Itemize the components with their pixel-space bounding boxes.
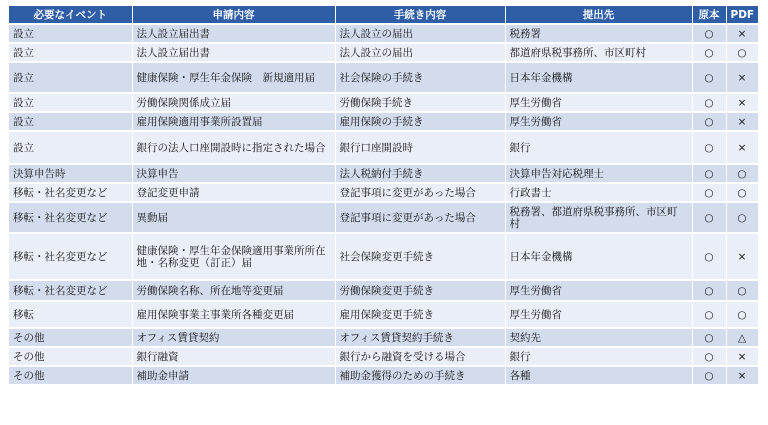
destination-cell: 契約先 — [505, 328, 692, 347]
event-cell: 移転・社名変更など — [9, 183, 132, 202]
original-mark: ○ — [692, 301, 726, 328]
original-mark: ○ — [692, 62, 726, 93]
procedure-cell: 労働保険変更手続き — [335, 280, 505, 301]
pdf-mark: × — [726, 62, 758, 93]
destination-cell: 銀行 — [505, 347, 692, 366]
application-cell: 銀行融資 — [132, 347, 335, 366]
destination-cell: 日本年金機構 — [505, 233, 692, 280]
table-row — [9, 183, 758, 202]
original-mark: ○ — [692, 280, 726, 301]
event-cell: 設立 — [9, 93, 132, 112]
original-mark: ○ — [692, 347, 726, 366]
event-cell: 設立 — [9, 131, 132, 164]
pdf-mark: ○ — [726, 183, 758, 202]
header-procedure: 手続き内容 — [335, 6, 505, 24]
application-cell: オフィス賃貸契約 — [132, 328, 335, 347]
destination-cell: 税務署、都道府県税事務所、市区町村 — [505, 202, 692, 233]
procedure-cell: オフィス賃貸契約手続き — [335, 328, 505, 347]
original-mark: ○ — [692, 24, 726, 43]
procedure-cell: 法人税納付手続き — [335, 164, 505, 183]
procedure-cell: 社会保険変更手続き — [335, 233, 505, 280]
pdf-mark: ○ — [726, 301, 758, 328]
table-row — [9, 62, 758, 93]
application-cell: 法人設立届出書 — [132, 24, 335, 43]
application-cell: 労働保険関係成立届 — [132, 93, 335, 112]
event-cell: その他 — [9, 366, 132, 385]
application-cell: 登記変更申請 — [132, 183, 335, 202]
pdf-mark: ○ — [726, 43, 758, 62]
procedure-cell: 法人設立の届出 — [335, 43, 505, 62]
application-cell: 法人設立届出書 — [132, 43, 335, 62]
original-mark: ○ — [692, 43, 726, 62]
pdf-mark: × — [726, 112, 758, 131]
event-cell: 移転 — [9, 301, 132, 328]
table-row — [9, 112, 758, 131]
procedures-table-container — [9, 6, 758, 386]
application-cell: 銀行の法人口座開設時に指定された場合 — [132, 131, 335, 164]
table-row — [9, 24, 758, 43]
pdf-mark: × — [726, 233, 758, 280]
original-mark: ○ — [692, 164, 726, 183]
application-cell: 異動届 — [132, 202, 335, 233]
procedure-cell: 社会保険の手続き — [335, 62, 505, 93]
original-mark: ○ — [692, 366, 726, 385]
application-cell: 労働保険名称、所在地等変更届 — [132, 280, 335, 301]
procedure-cell: 雇用保険変更手続き — [335, 301, 505, 328]
original-mark: ○ — [692, 112, 726, 131]
destination-cell: 厚生労働省 — [505, 301, 692, 328]
procedure-cell: 補助金獲得のための手続き — [335, 366, 505, 385]
original-mark: ○ — [692, 233, 726, 280]
destination-cell: 日本年金機構 — [505, 62, 692, 93]
destination-cell: 厚生労働省 — [505, 280, 692, 301]
procedure-cell: 法人設立の届出 — [335, 24, 505, 43]
original-mark: ○ — [692, 183, 726, 202]
original-mark: ○ — [692, 202, 726, 233]
procedure-cell: 雇用保険の手続き — [335, 112, 505, 131]
destination-cell: 厚生労働省 — [505, 112, 692, 131]
table-row — [9, 93, 758, 112]
table-row — [9, 164, 758, 183]
procedures-table — [9, 6, 759, 386]
table-header-row — [9, 6, 758, 24]
header-original: 原本 — [692, 6, 726, 24]
event-cell: 移転・社名変更など — [9, 202, 132, 233]
pdf-mark: × — [726, 131, 758, 164]
original-mark: ○ — [692, 328, 726, 347]
header-application: 申請内容 — [132, 6, 335, 24]
table-row — [9, 347, 758, 366]
pdf-mark: △ — [726, 328, 758, 347]
event-cell: その他 — [9, 328, 132, 347]
table-row — [9, 43, 758, 62]
procedure-cell: 銀行口座開設時 — [335, 131, 505, 164]
destination-cell: 行政書士 — [505, 183, 692, 202]
application-cell: 補助金申請 — [132, 366, 335, 385]
pdf-mark: × — [726, 366, 758, 385]
table-row — [9, 328, 758, 347]
pdf-mark: × — [726, 24, 758, 43]
table-row — [9, 301, 758, 328]
destination-cell: 厚生労働省 — [505, 93, 692, 112]
event-cell: 設立 — [9, 112, 132, 131]
procedure-cell: 労働保険手続き — [335, 93, 505, 112]
event-cell: 設立 — [9, 62, 132, 93]
original-mark: ○ — [692, 93, 726, 112]
pdf-mark: × — [726, 347, 758, 366]
event-cell: 設立 — [9, 43, 132, 62]
original-mark: ○ — [692, 131, 726, 164]
procedure-cell: 登記事項に変更があった場合 — [335, 202, 505, 233]
procedure-cell: 銀行から融資を受ける場合 — [335, 347, 505, 366]
application-cell: 決算申告 — [132, 164, 335, 183]
pdf-mark: ○ — [726, 280, 758, 301]
destination-cell: 税務署 — [505, 24, 692, 43]
destination-cell: 各種 — [505, 366, 692, 385]
table-row — [9, 131, 758, 164]
pdf-mark: ○ — [726, 202, 758, 233]
pdf-mark: × — [726, 93, 758, 112]
destination-cell: 決算申告対応税理士 — [505, 164, 692, 183]
table-row — [9, 366, 758, 385]
destination-cell: 都道府県税事務所、市区町村 — [505, 43, 692, 62]
application-cell: 健康保険・厚生年金保険 新規適用届 — [132, 62, 335, 93]
destination-cell: 銀行 — [505, 131, 692, 164]
event-cell: 移転・社名変更など — [9, 280, 132, 301]
header-destination: 提出先 — [505, 6, 692, 24]
event-cell: 決算申告時 — [9, 164, 132, 183]
event-cell: その他 — [9, 347, 132, 366]
pdf-mark: ○ — [726, 164, 758, 183]
table-row — [9, 202, 758, 233]
procedure-cell: 登記事項に変更があった場合 — [335, 183, 505, 202]
application-cell: 雇用保険適用事業所設置届 — [132, 112, 335, 131]
event-cell: 設立 — [9, 24, 132, 43]
application-cell: 健康保険・厚生年金保険適用事業所所在地・名称変更（訂正）届 — [132, 233, 335, 280]
header-pdf: PDF — [726, 6, 758, 24]
header-event: 必要なイベント — [9, 6, 132, 24]
application-cell: 雇用保険事業主事業所各種変更届 — [132, 301, 335, 328]
table-row — [9, 280, 758, 301]
table-row — [9, 233, 758, 280]
event-cell: 移転・社名変更など — [9, 233, 132, 280]
